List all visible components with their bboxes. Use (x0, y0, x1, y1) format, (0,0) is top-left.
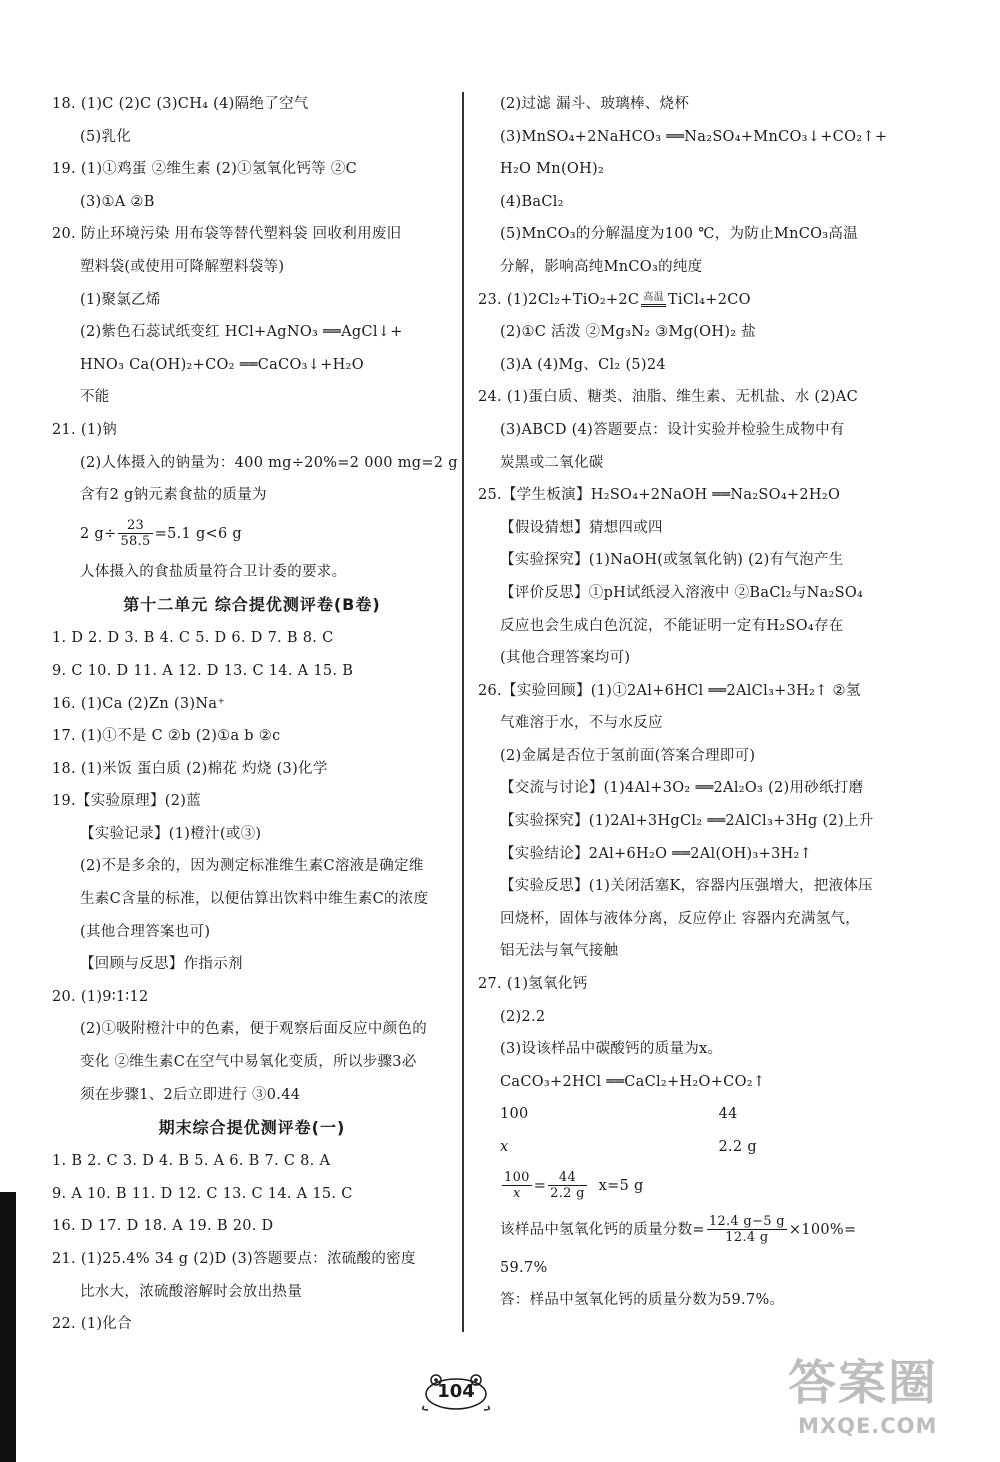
answer-line: (2)金属是否位于氢前面(答案合理即可) (500, 747, 756, 764)
answer-line: 生素C含量的标准，以便估算出饮料中维生素C的浓度 (80, 891, 429, 908)
watermark (780, 1330, 990, 1450)
fraction-denominator: 2.2 g (550, 1186, 585, 1202)
condition-text: 高温 (643, 292, 664, 304)
answer-line: (1)聚氯乙烯 (80, 291, 161, 308)
answer-line: 不能 (80, 389, 110, 406)
fraction (707, 1214, 787, 1245)
answer-line: (2)紫色石蕊试纸变红 HCl+AgNO₃ ══AgCl↓+ (80, 324, 403, 341)
watermark-url: MXQE.COM (798, 1414, 938, 1438)
fraction-prefix: 2 g÷ (80, 525, 117, 542)
answer-line: (3)MnSO₄+2NaHCO₃ ══Na₂SO₄+MnCO₃↓+CO₂↑+ (500, 128, 888, 145)
fraction-suffix: ×100%= (788, 1221, 857, 1238)
answer-line: 比水大，浓硫酸溶解时会放出热量 (80, 1283, 302, 1300)
reaction-condition (641, 292, 666, 307)
page-number-badge (418, 1372, 494, 1412)
answer-line: (2)2.2 (500, 1008, 546, 1025)
answer-line: (其他合理答案均可) (500, 650, 631, 667)
scan-edge-strip (0, 1192, 16, 1462)
answer-line: 【回顾与反思】作指示剂 (80, 956, 243, 973)
answer-line: 须在步骤1、2后立即进行 ③0.44 (80, 1086, 301, 1103)
answer-line: (2)人体摄入的钠量为：400 mg÷20%=2 000 mg=2 g (80, 454, 458, 471)
answer-line: 答：样品中氢氧化钙的质量分数为59.7%。 (500, 1292, 785, 1309)
answer-line: 【交流与讨论】(1)4Al+3O₂ ══2Al₂O₃ (2)用砂纸打磨 (500, 780, 864, 797)
answer-line: 18. (1)米饭 蛋白质 (2)棉花 灼烧 (3)化学 (52, 760, 328, 777)
page-number: 104 (437, 1381, 475, 1402)
answer-line: 分解，影响高纯MnCO₃的纯度 (500, 258, 703, 275)
answer-line: 27. (1)氢氧化钙 (478, 976, 588, 993)
proportion-line: $\frac{100}{x}$ = $\frac{44}{2.2 g}$ x=5 g (504, 1170, 644, 1202)
left-column (52, 88, 458, 1341)
answer-line: 【实验探究】(1)2Al+3HgCl₂ ══2AlCl₃+3Hg (2)上升 (500, 813, 874, 830)
watermark-logo-text: 答案圈 (788, 1355, 939, 1411)
answer-line: 20. (1)9∶1∶12 (52, 988, 149, 1005)
fraction-numerator: 12.4 g−5 g (708, 1214, 785, 1230)
answer-line: CaCO₃+2HCl ══CaCl₂+H₂O+CO₂↑ (500, 1073, 766, 1090)
answer-line: 20. 防止环境污染 用布袋等替代塑料袋 回收利用废旧 (52, 226, 402, 243)
ratio-left: 100 (500, 1106, 529, 1123)
ratio-right: 2.2 g (718, 1139, 757, 1155)
answer-line: 炭黑或二氧化碳 (500, 454, 604, 471)
answer-line: 24. (1)蛋白质、糖类、油脂、维生素、无机盐、水 (2)AC (478, 389, 859, 406)
fraction-denominator: x (513, 1186, 521, 1202)
answer-line: 回烧杯，固体与液体分离，反应停止 容器内充满氢气， (500, 910, 861, 927)
answer-line: 【假设猜想】猜想四或四 (500, 519, 663, 536)
section-heading: 期末综合提优测评卷(一) (158, 1118, 346, 1138)
answer-line: 17. (1)①不是 C ②b (2)①a b ②c (52, 728, 281, 745)
fraction-numerator: 44 (548, 1170, 587, 1186)
answer-line: (5)乳化 (80, 128, 132, 145)
ratio-left: x (500, 1139, 509, 1155)
answer-line: 【评价反思】①pH试纸浸入溶液中 ②BaCl₂与Na₂SO₄ (500, 584, 864, 601)
equation-left: 23. (1)2Cl₂+TiO₂+2C (478, 291, 640, 308)
answer-line: 16. D 17. D 18. A 19. B 20. D (52, 1218, 274, 1235)
answer-line: 【实验探究】(1)NaOH(或氢氧化钠) (2)有气泡产生 (500, 552, 844, 569)
column-divider (462, 92, 464, 1332)
answer-line: (2)①吸附橙汁中的色素，便于观察后面反应中颜色的 (80, 1021, 428, 1038)
answer-line: (其他合理答案也可) (80, 923, 211, 940)
fraction-numerator: 23 (118, 518, 152, 534)
answer-line: 变化 ②维生素C在空气中易氧化变质，所以步骤3必 (80, 1054, 417, 1071)
fraction-suffix: =5.1 g<6 g (154, 525, 242, 542)
equation-line (478, 284, 888, 317)
fraction (502, 1170, 532, 1201)
answer-line: 19.【实验原理】(2)蓝 (52, 793, 201, 810)
answer-line: (3)ABCD (4)答题要点：设计实验并检验生成物中有 (500, 421, 845, 438)
answer-line: (3)A (4)Mg、Cl₂ (5)24 (500, 356, 666, 373)
answer-line: (2)不是多余的，因为测定标准维生素C溶液是确定维 (80, 858, 424, 875)
condition-bar (641, 306, 666, 307)
ratio-right: 44 (718, 1106, 738, 1123)
answer-line: HNO₃ Ca(OH)₂+CO₂ ══CaCO₃↓+H₂O (80, 356, 364, 373)
answer-line: (2)过滤 漏斗、玻璃棒、烧杯 (500, 96, 690, 112)
fraction-numerator: 100 (504, 1170, 530, 1186)
answer-line: 25.【学生板演】H₂SO₄+2NaOH ══Na₂SO₄+2H₂O (478, 487, 841, 504)
fraction (548, 1170, 587, 1201)
answer-line: 18. (1)C (2)C (3)CH₄ (4)隔绝了空气 (52, 96, 309, 112)
answer-line: 1. D 2. D 3. B 4. C 5. D 6. D 7. B 8. C (52, 630, 334, 647)
section-heading: 第十二单元 综合提优测评卷(B卷) (123, 595, 381, 615)
answer-line: 【实验反思】(1)关闭活塞K，容器内压强增大，把液体压 (500, 878, 873, 895)
ratio-line (478, 1131, 888, 1164)
answer-line: (5)MnCO₃的分解温度为100 ℃，为防止MnCO₃高温 (500, 226, 859, 243)
fraction-line (52, 512, 452, 556)
answer-line: 22. (1)化合 (52, 1316, 132, 1333)
answer-line: (3)①A ②B (80, 193, 155, 210)
answer-line: H₂O Mn(OH)₂ (500, 161, 605, 178)
right-column (478, 88, 888, 1317)
answer-line: 气难溶于水，不与水反应 (500, 715, 663, 732)
answer-line: 【实验记录】(1)橙汁(或③) (80, 825, 262, 842)
answer-line: 21. (1)钠 (52, 421, 118, 438)
answer-line: 21. (1)25.4% 34 g (2)D (3)答题要点：浓硫酸的密度 (52, 1251, 416, 1267)
answer-line: 26.【实验回顾】(1)①2Al+6HCl ══2AlCl₃+3H₂↑ ②氢 (478, 682, 861, 699)
fraction (118, 518, 152, 549)
ratio-line (478, 1098, 888, 1131)
answer-line: (3)设该样品中碳酸钙的质量为x。 (500, 1041, 723, 1058)
answer-line: 19. (1)①鸡蛋 ②维生素 (2)①氢氧化钙等 ②C (52, 161, 358, 178)
proportion-result: x=5 g (598, 1177, 644, 1194)
equation-right: TiCl₄+2CO (667, 291, 751, 308)
answer-line: 1. B 2. C 3. D 4. B 5. A 6. B 7. C 8. A (52, 1153, 331, 1170)
fraction-denominator: 12.4 g (725, 1230, 769, 1246)
answer-line: (2)①C 活泼 ②Mg₃N₂ ③Mg(OH)₂ 盐 (500, 324, 757, 341)
answer-line: 人体摄入的食盐质量符合卫计委的要求。 (80, 563, 347, 580)
answer-line: 9. A 10. B 11. D 12. C 13. C 14. A 15. C (52, 1185, 353, 1202)
answer-line: 铝无法与氧气接触 (500, 943, 619, 960)
answer-line: 含有2 g钠元素食盐的质量为 (80, 487, 267, 504)
answer-line: 反应也会生成白色沉淀，不能证明一定有H₂SO₄存在 (500, 617, 844, 634)
answer-line: (4)BaCl₂ (500, 193, 564, 210)
answer-line: 【实验结论】2Al+6H₂O ══2Al(OH)₃+3H₂↑ (500, 845, 813, 862)
fraction-prefix: 该样品中氢氧化钙的质量分数= (500, 1221, 705, 1238)
answer-line: 59.7% (500, 1259, 548, 1276)
answer-line: 9. C 10. D 11. A 12. D 13. C 14. A 15. B (52, 662, 354, 679)
fraction-denominator: 58.5 (120, 534, 151, 550)
fraction-line (478, 1208, 888, 1252)
answer-line: 16. (1)Ca (2)Zn (3)Na⁺ (52, 695, 226, 712)
answer-line: 塑料袋(或使用可降解塑料袋等) (80, 258, 285, 275)
